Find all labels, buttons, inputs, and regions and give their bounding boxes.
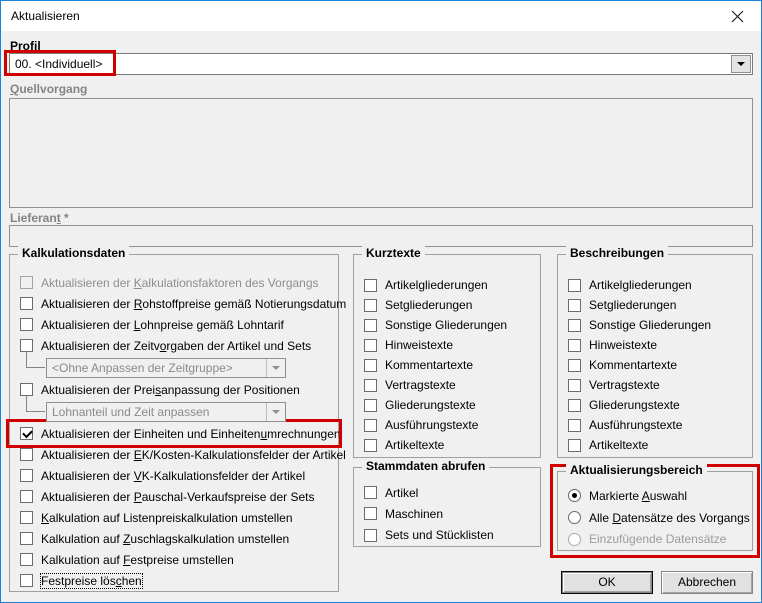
chevron-down-icon: [737, 62, 745, 66]
checkbox-icon[interactable]: [364, 299, 377, 312]
checkbox-icon: [20, 276, 33, 289]
close-icon: [731, 10, 744, 23]
checkbox-icon[interactable]: [20, 511, 33, 524]
chevron-down-icon: [272, 410, 280, 414]
checkbox-icon[interactable]: [568, 299, 581, 312]
checkbox-checked-icon[interactable]: [20, 427, 33, 440]
checkbox-icon[interactable]: [568, 359, 581, 372]
zeitgruppe-dropdown-button: [266, 359, 285, 377]
checkbox-icon[interactable]: [20, 448, 33, 461]
checkbox-kurztexte-sonstige-gliederungen[interactable]: Sonstige Gliederungen: [354, 315, 540, 335]
title-bar: [1, 1, 761, 31]
checkbox-icon[interactable]: [20, 297, 33, 310]
checkbox-icon[interactable]: [568, 439, 581, 452]
checkbox-beschreibungen-vertragstexte[interactable]: Vertragstexte: [558, 375, 752, 395]
select-zeitgruppe: <Ohne Anpassen der Zeitgruppe>: [46, 358, 286, 378]
window-title: Aktualisieren: [11, 9, 80, 23]
checkbox-vk-kalkulationsfelder[interactable]: Aktualisieren der VK-Kalkulationsfelder der Artikel: [10, 465, 338, 486]
checkbox-zeitvorgaben[interactable]: Aktualisieren der Zeitvorgaben der Artikel und Sets: [10, 335, 338, 356]
checkbox-ek-kosten-kalkulationsfelder[interactable]: Aktualisieren der EK/Kosten-Kalkulationsfelder der Artikel: [10, 444, 338, 465]
checkbox-kurztexte-vertragstexte[interactable]: Vertragstexte: [354, 375, 540, 395]
checkbox-kurztexte-artikeltexte[interactable]: Artikeltexte: [354, 435, 540, 455]
lieferant-label: Lieferant *: [10, 211, 69, 225]
checkbox-festpreise-umstellen[interactable]: Kalkulation auf Festpreise umstellen: [10, 549, 338, 570]
radio-einzufuegende-datensaetze: Einzufügende Datensätze: [558, 528, 752, 550]
checkbox-icon[interactable]: [364, 529, 377, 542]
cancel-button[interactable]: Abbrechen: [661, 571, 753, 594]
checkbox-pauschal-verkaufspreise[interactable]: Aktualisieren der Pauschal-Verkaufspreise der Sets: [10, 486, 338, 507]
checkbox-festpreise-loeschen[interactable]: Festpreise löschen: [10, 570, 338, 591]
checkbox-icon[interactable]: [568, 319, 581, 332]
checkbox-kurztexte-hinweistexte[interactable]: Hinweistexte: [354, 335, 540, 355]
group-kurztexte: [353, 246, 541, 458]
checkbox-icon[interactable]: [568, 339, 581, 352]
checkbox-kurztexte-artikelgliederungen[interactable]: Artikelgliederungen: [354, 275, 540, 295]
checkbox-icon[interactable]: [364, 279, 377, 292]
checkbox-icon[interactable]: [20, 553, 33, 566]
checkbox-icon[interactable]: [568, 379, 581, 392]
checkbox-beschreibungen-ausfuehrungstexte[interactable]: Ausführungstexte: [558, 415, 752, 435]
profil-dropdown-button[interactable]: [731, 55, 751, 73]
checkbox-preisanpassung[interactable]: Aktualisieren der Preisanpassung der Positionen: [10, 379, 338, 400]
checkbox-icon[interactable]: [364, 399, 377, 412]
checkbox-beschreibungen-hinweistexte[interactable]: Hinweistexte: [558, 335, 752, 355]
checkbox-icon[interactable]: [568, 279, 581, 292]
checkbox-icon[interactable]: [20, 532, 33, 545]
group-kalkulationsdaten-title: Kalkulationsdaten: [18, 246, 129, 260]
zeitgruppe-dropdown-row: [10, 356, 338, 379]
checkbox-beschreibungen-sonstige-gliederungen[interactable]: Sonstige Gliederungen: [558, 315, 752, 335]
radio-icon[interactable]: [568, 511, 581, 524]
checkbox-beschreibungen-gliederungstexte[interactable]: Gliederungstexte: [558, 395, 752, 415]
checkbox-rohstoffpreise[interactable]: Aktualisieren der Rohstoffpreise gemäß Notierungsdatum: [10, 293, 338, 314]
checkbox-kalkulationsfaktoren: Aktualisieren der Kalkulationsfaktoren des Vorgangs: [10, 272, 338, 293]
checkbox-kurztexte-kommentartexte[interactable]: Kommentartexte: [354, 355, 540, 375]
checkbox-stammdaten-sets-stuecklisten[interactable]: Sets und Stücklisten: [354, 525, 540, 546]
quellvorgang-textarea: [9, 98, 753, 208]
checkbox-beschreibungen-kommentartexte[interactable]: Kommentartexte: [558, 355, 752, 375]
checkbox-beschreibungen-artikeltexte[interactable]: Artikeltexte: [558, 435, 752, 455]
group-stammdaten: [353, 459, 541, 547]
group-aktualisierungsbereich-title: Aktualisierungsbereich: [566, 463, 707, 477]
lieferant-input: [9, 225, 753, 247]
checkbox-icon[interactable]: [568, 419, 581, 432]
checkbox-icon[interactable]: [364, 339, 377, 352]
checkbox-beschreibungen-setgliederungen[interactable]: Setgliederungen: [558, 295, 752, 315]
checkbox-kurztexte-ausfuehrungstexte[interactable]: Ausführungstexte: [354, 415, 540, 435]
preisanpassung-dropdown-button: [266, 403, 285, 421]
checkbox-beschreibungen-artikelgliederungen[interactable]: Artikelgliederungen: [558, 275, 752, 295]
profil-label: Profil: [10, 39, 41, 53]
checkbox-zuschlagskalkulation[interactable]: Kalkulation auf Zuschlagskalkulation umstellen: [10, 528, 338, 549]
chevron-down-icon: [272, 366, 280, 370]
group-kalkulationsdaten: [9, 246, 347, 592]
checkbox-icon[interactable]: [364, 419, 377, 432]
close-button[interactable]: [721, 5, 753, 27]
checkbox-icon[interactable]: [364, 379, 377, 392]
group-beschreibungen: [557, 246, 753, 458]
checkbox-icon[interactable]: [364, 439, 377, 452]
group-stammdaten-title: Stammdaten abrufen: [362, 459, 489, 473]
group-beschreibungen-title: Beschreibungen: [566, 246, 668, 260]
preisanpassung-dropdown-row: [10, 400, 338, 423]
radio-icon: [568, 533, 581, 546]
checkbox-icon[interactable]: [20, 469, 33, 482]
checkbox-lohnpreise[interactable]: Aktualisieren der Lohnpreise gemäß Lohntarif: [10, 314, 338, 335]
checkbox-icon[interactable]: [364, 486, 377, 499]
radio-selected-icon[interactable]: [568, 489, 581, 502]
checkbox-kurztexte-gliederungstexte[interactable]: Gliederungstexte: [354, 395, 540, 415]
profil-combobox[interactable]: [9, 53, 753, 75]
radio-alle-datensaetze[interactable]: Alle Datensätze des Vorgangs: [558, 507, 752, 529]
profil-value: 00. <Individuell>: [15, 57, 103, 71]
checkbox-einheiten-umrechnungen[interactable]: Aktualisieren der Einheiten und Einheitenumrechnungen: [10, 423, 338, 444]
checkbox-icon[interactable]: [20, 318, 33, 331]
checkbox-stammdaten-maschinen[interactable]: Maschinen: [354, 503, 540, 524]
quellvorgang-label: Quellvorgang: [10, 82, 88, 96]
checkbox-icon[interactable]: [364, 319, 377, 332]
checkbox-icon[interactable]: [20, 574, 33, 587]
checkbox-kurztexte-setgliederungen[interactable]: Setgliederungen: [354, 295, 540, 315]
checkbox-icon[interactable]: [364, 359, 377, 372]
radio-markierte-auswahl[interactable]: Markierte Auswahl: [558, 485, 752, 507]
select-preisanpassung-modus: Lohnanteil und Zeit anpassen: [46, 402, 286, 422]
ok-button[interactable]: OK: [561, 571, 653, 594]
group-kurztexte-title: Kurztexte: [362, 246, 425, 260]
checkbox-stammdaten-artikel[interactable]: Artikel: [354, 482, 540, 503]
checkbox-icon[interactable]: [364, 507, 377, 520]
checkbox-icon[interactable]: [20, 490, 33, 503]
checkbox-listenpreiskalkulation[interactable]: Kalkulation auf Listenpreiskalkulation umstellen: [10, 507, 338, 528]
group-aktualisierungsbereich: [557, 463, 753, 551]
checkbox-icon[interactable]: [568, 399, 581, 412]
